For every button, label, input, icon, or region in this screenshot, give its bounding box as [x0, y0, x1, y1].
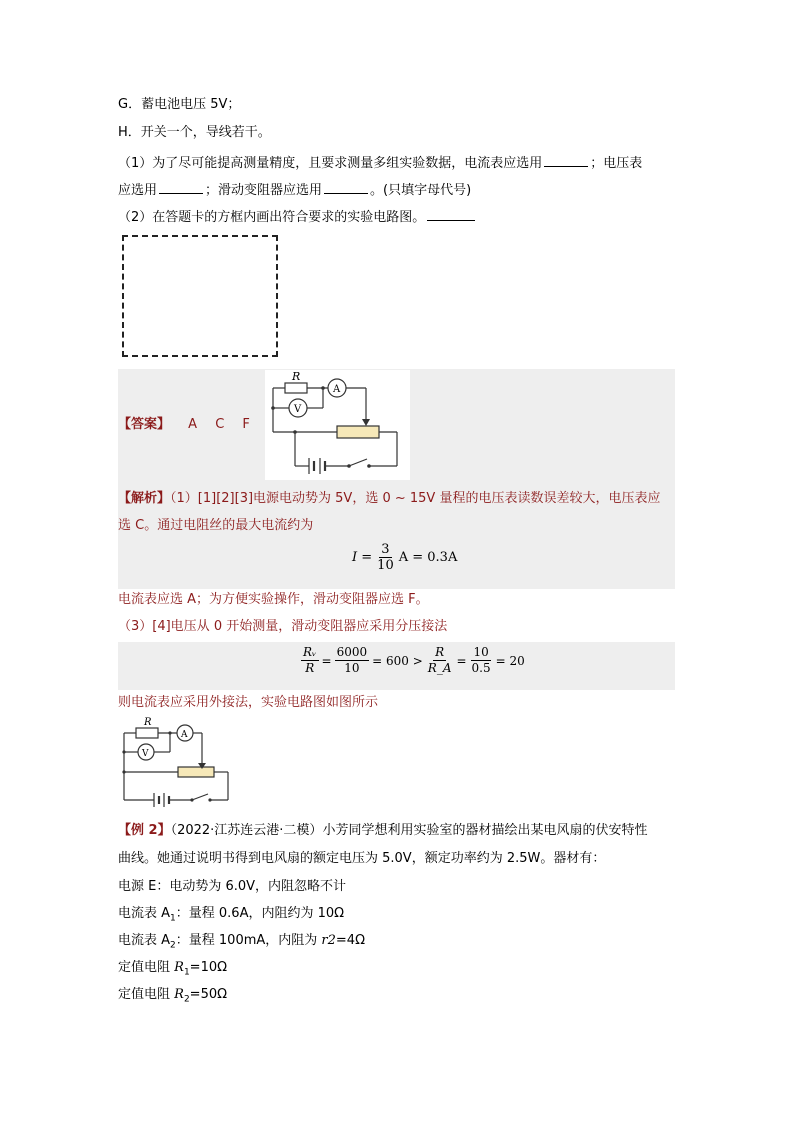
circuit2-r-label: R: [144, 717, 152, 728]
q1-text-d: ；滑动变阻器应选用: [205, 183, 323, 198]
resistor1-name: 定值电阻: [118, 960, 175, 975]
q1-text-a: （1）为了尽可能提高测量精度，且要求测量多组实验数据，电流表应选用: [118, 156, 543, 171]
answer-ammeter: A: [188, 417, 198, 432]
resistor1-value: =10Ω: [189, 960, 228, 975]
circuit-a-label: A: [333, 384, 341, 395]
eq2-end: = 20: [495, 653, 525, 668]
q1-text-b: ；电压表: [590, 156, 643, 171]
eq2-f3-den: R_A: [427, 661, 452, 675]
ammeter1-sub: 1: [170, 913, 176, 924]
ammeter2-value: =4Ω: [335, 933, 366, 948]
circuit2-v-label: V: [142, 749, 149, 759]
equation-resistance: $\frac{\text{Rᵥ}}{R}$ = $\frac{6000}{10}$ = 600 > $\frac{R}{R\_A}$ = $\frac{10}{0.5}$ = 20: [303, 645, 525, 675]
answer-line: [118, 416, 250, 433]
answer-blank-circuit[interactable]: [427, 207, 475, 221]
ammeter2-name: 电流表 A: [118, 933, 171, 948]
eq2-f1-num: Rᵥ: [303, 645, 317, 659]
eq2-f2-den: 10: [344, 661, 360, 675]
circuit-r-label: R: [292, 370, 301, 383]
example2-line2: 曲线。她通过说明书得到电风扇的额定电压为 5.0V，额定功率约为 2.5W。器材有：: [118, 851, 606, 866]
resistor1-sub: 1: [183, 967, 190, 978]
ammeter1-name: 电流表 A: [118, 906, 171, 921]
equipment-resistor-1: [118, 959, 227, 982]
q1-text-e: 。(只填字母代号): [370, 183, 472, 198]
analysis-circuit-panel: [118, 716, 263, 808]
option-g: G．蓄电池电压 5V；: [118, 97, 241, 112]
eq2-f1-den: R: [305, 661, 315, 675]
ammeter2-sub: 2: [170, 940, 176, 951]
resistor2-sub: 2: [183, 994, 190, 1005]
example2-source: （2022·江苏连云港·二模）: [170, 823, 323, 838]
analysis-text1: （1）[1][2][3]电源电动势为 5V，选 0 ~ 15V 量程的电压表读数误差较大，电压表应: [170, 491, 661, 506]
question-1-line1: [118, 153, 642, 172]
answer-blank-rheostat[interactable]: [324, 180, 368, 194]
circuit2-a-label: A: [181, 730, 188, 740]
eq1-rhs: A = 0.3A: [398, 550, 458, 565]
answer-voltmeter: C: [215, 417, 225, 432]
option-h: H．开关一个，导线若干。: [118, 125, 271, 140]
eq1-lhs: I =: [352, 550, 373, 565]
eq1-numerator: 3: [381, 542, 390, 557]
eq2-f4-den: 0.5: [471, 661, 491, 675]
drawing-box[interactable]: [122, 235, 278, 357]
answer-blank-voltmeter[interactable]: [159, 180, 203, 194]
example2-line1: [118, 822, 647, 839]
analysis-label: 【解析】: [118, 491, 171, 506]
resistor1-symbol: R: [174, 960, 184, 975]
ammeter2-spec: ：量程 100mA，内阻为: [175, 933, 322, 948]
example2-text1: 小芳同学想利用实验室的器材描绘出某电风扇的伏安特性: [322, 823, 648, 838]
equipment-ammeter-2: [118, 932, 365, 955]
answer-blank-ammeter[interactable]: [544, 153, 588, 167]
answer-rheostat: F: [242, 417, 250, 432]
eq2-mid: = 600 >: [372, 653, 423, 668]
ammeter2-r: r2: [321, 933, 336, 948]
answer-circuit-diagram: [265, 370, 410, 480]
analysis-line4: （3）[4]电压从 0 开始测量，滑动变阻器应采用分压接法: [118, 619, 448, 634]
answer-circuit-panel: [265, 370, 410, 480]
answer-label: 【答案】: [118, 417, 171, 432]
eq1-denominator: 10: [377, 558, 394, 573]
equipment-power-source: 电源 E：电动势为 6.0V，内阻忽略不计: [118, 879, 347, 894]
analysis-circuit-diagram: [118, 716, 263, 808]
resistor2-value: =50Ω: [189, 987, 228, 1002]
equipment-resistor-2: [118, 986, 227, 1009]
q1-text-c: 应选用: [118, 183, 158, 198]
analysis-line3: 电流表应选 A；为方便实验操作，滑动变阻器应选 F。: [118, 592, 429, 607]
equipment-ammeter-1: [118, 905, 344, 928]
example2-label: 【例 2】: [118, 823, 171, 838]
eq2-f3-num: R: [435, 645, 445, 659]
question-2: [118, 207, 477, 226]
circuit-v-label: V: [294, 404, 302, 415]
equation-current: [352, 542, 457, 573]
analysis-line5: 则电流表应采用外接法，实验电路图如图所示: [118, 695, 379, 710]
eq2-f4-num: 10: [473, 645, 489, 659]
resistor2-name: 定值电阻: [118, 987, 175, 1002]
question-1-line2: [118, 180, 471, 199]
ammeter1-spec: ：量程 0.6A，内阻约为 10Ω: [175, 906, 345, 921]
resistor2-symbol: R: [174, 987, 184, 1002]
q2-text: （2）在答题卡的方框内画出符合要求的实验电路图。: [118, 210, 426, 225]
analysis-line1: [118, 490, 660, 507]
analysis-line2: 选 C。通过电阻丝的最大电流约为: [118, 518, 314, 533]
eq2-f2-num: 6000: [336, 645, 368, 659]
